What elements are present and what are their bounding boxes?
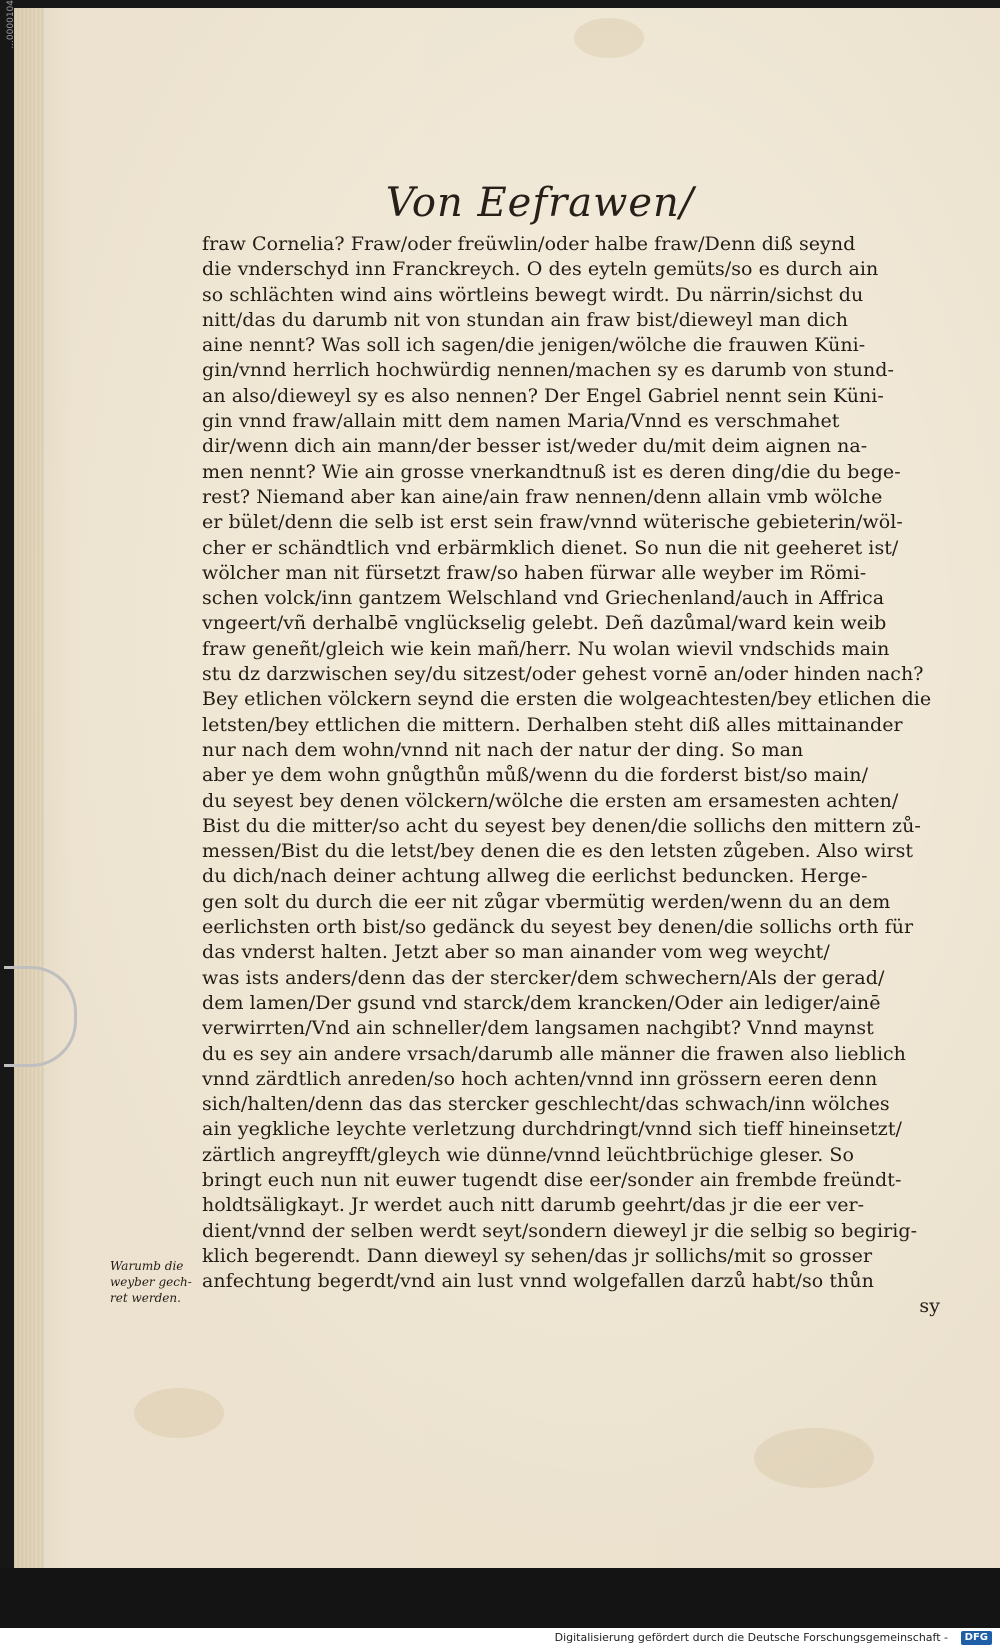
text-line: du seyest bey denen völckern/wölche die ersten am ersamesten achten/ [202, 789, 899, 812]
text-line: letsten/bey ettlichen die mittern. Derhalben steht diß alles mittainander [202, 713, 903, 736]
text-line: gin/vnnd herrlich hochwürdig nennen/machen sy es darumb von stund- [202, 359, 894, 382]
text-line: du es sey ain andere vrsach/darumb alle männer die frawen also lieblich [202, 1042, 906, 1065]
marginal-note-line: weyber gech- [110, 1275, 192, 1289]
page-edges [14, 8, 44, 1568]
marginal-note-line: Warumb die [110, 1259, 184, 1273]
text-line: wölcher man nit fürsetzt fraw/so haben fürwar alle weyber im Römi- [202, 561, 867, 584]
text-line: sich/halten/denn das das stercker geschlecht/das schwach/inn wölches [202, 1093, 890, 1116]
footer-credit: Digitalisierung gefördert durch die Deutsche Forschungsgemeinschaft - [554, 1631, 948, 1644]
text-line: men nennt? Wie ain grosse vnerkandtnuß ist es deren ding/die du bege- [202, 460, 901, 483]
text-line: Bey etlichen völckern seynd die ersten die wolgeachtesten/bey etlichen die [202, 688, 932, 711]
footer-bar [0, 1628, 1000, 1649]
text-line: dir/wenn dich ain mann/der besser ist/weder du/mit deim aignen na- [202, 435, 868, 458]
dfg-logo: DFG [961, 1631, 992, 1645]
text-line: nitt/das du darumb nit von stundan ain fraw bist/dieweyl man dich [202, 308, 849, 331]
text-line: gin vnnd fraw/allain mitt dem namen Maria/Vnnd es verschmahet [202, 410, 840, 433]
text-line: fraw geneñt/gleich wie kein mañ/herr. Nu wolan wievil vndschids main [202, 637, 890, 660]
text-line: an also/dieweyl sy es also nennen? Der Engel Gabriel nennt sein Küni- [202, 384, 884, 407]
text-line: klich begerendt. Dann dieweyl sy sehen/das jr sollichs/mit so grosser [202, 1244, 873, 1267]
text-line: messen/Bist du die letst/bey denen die es den letsten zůgeben. Also wirst [202, 840, 914, 863]
text-line: ain yegkliche leychte verletzung durchdringt/vnnd sich tieff hineinsetzt/ [202, 1118, 902, 1141]
text-line: was ists anders/denn das der stercker/dem schwechern/Als der gerad/ [202, 966, 885, 989]
text-line: vngeert/vñ derhalbē vnglückselig gelebt. Deñ dazůmal/ward kein weib [202, 612, 887, 635]
text-line: fraw Cornelia? Fraw/oder freüwlin/oder halbe fraw/Denn diß seynd [202, 233, 856, 255]
catchword: sy [919, 1295, 940, 1318]
text-block [202, 232, 942, 1320]
text-line: er bület/denn die selb ist erst sein fraw/vnnd wüterische gebieterin/wöl- [202, 511, 903, 534]
paper-stain [134, 1388, 224, 1438]
text-line: dient/vnnd der selben werdt seyt/sondern dieweyl jr die selbig so begirig- [202, 1219, 918, 1242]
running-head: Von Eefrawen/ [385, 180, 695, 226]
text-line: so schlächten wind ains wörtleins bewegt wirdt. Du närrin/sichst du [202, 283, 864, 306]
text-line: rest? Niemand aber kan aine/ain fraw nennen/denn allain vmb wölche [202, 485, 883, 508]
text-line: eerlichsten orth bist/so gedänck du seyest bey denen/die sollichs orth für [202, 916, 914, 939]
text-line: dem lamen/Der gsund vnd starck/dem krancken/Oder ain lediger/ainē [202, 991, 881, 1014]
text-line: cher er schändtlich vnd erbärmklich dienet. So nun die nit geeheret ist/ [202, 536, 899, 559]
text-line: holdtsäligkayt. Jr werdet auch nitt darumb geehrt/das jr die eer ver- [202, 1194, 865, 1217]
marginal-note [110, 1258, 206, 1306]
text-line: du dich/nach deiner achtung allweg die eerlichst beduncken. Herge- [202, 865, 868, 888]
text-line: verwirrten/Vnd ain schneller/dem langsamen nachgibt? Vnnd maynst [202, 1017, 874, 1040]
text-line: gen solt du durch die eer nit zůgar vbermütig werden/wenn du an dem [202, 890, 891, 913]
marginal-note-line: ret werden. [110, 1291, 181, 1305]
paper-stain [754, 1428, 874, 1488]
text-line: aber ye dem wohn gnůgthůn můß/wenn du die forderst bist/so main/ [202, 764, 869, 787]
text-line: Bist du die mitter/so acht du seyest bey denen/die sollichs den mittern zů- [202, 814, 921, 837]
corner-note: ...0000104 [6, 0, 16, 49]
text-line: schen volck/inn gantzem Welschland vnd Griechenland/auch in Affrica [202, 587, 885, 610]
text-line: zärtlich angreyfft/gleych wie dünne/vnnd leüchtbrüchige gleser. So [202, 1143, 854, 1166]
text-line: vnnd zärdtlich anreden/so hoch achten/vnnd inn grössern eeren denn [202, 1067, 878, 1090]
paper-clip [4, 966, 77, 1067]
paper-stain [574, 18, 644, 58]
text-line: anfechtung begerdt/vnd ain lust vnnd wolgefallen darzů habt/so thůn [202, 1270, 874, 1293]
text-line: nur nach dem wohn/vnnd nit nach der natur der ding. So man [202, 738, 804, 761]
text-line: die vnderschyd inn Franckreych. O des eyteln gemüts/so es durch ain [202, 258, 879, 281]
text-line: stu dz darzwischen sey/du sitzest/oder gehest vornē an/oder hinden nach? [202, 663, 924, 686]
text-line: bringt euch nun nit euwer tugendt dise eer/sonder ain frembde freündt- [202, 1168, 902, 1191]
text-line: aine nennt? Was soll ich sagen/die jenigen/wölche die frauwen Küni- [202, 334, 866, 357]
text-line: das vnderst halten. Jetzt aber so man ainander vom weg weycht/ [202, 941, 830, 964]
